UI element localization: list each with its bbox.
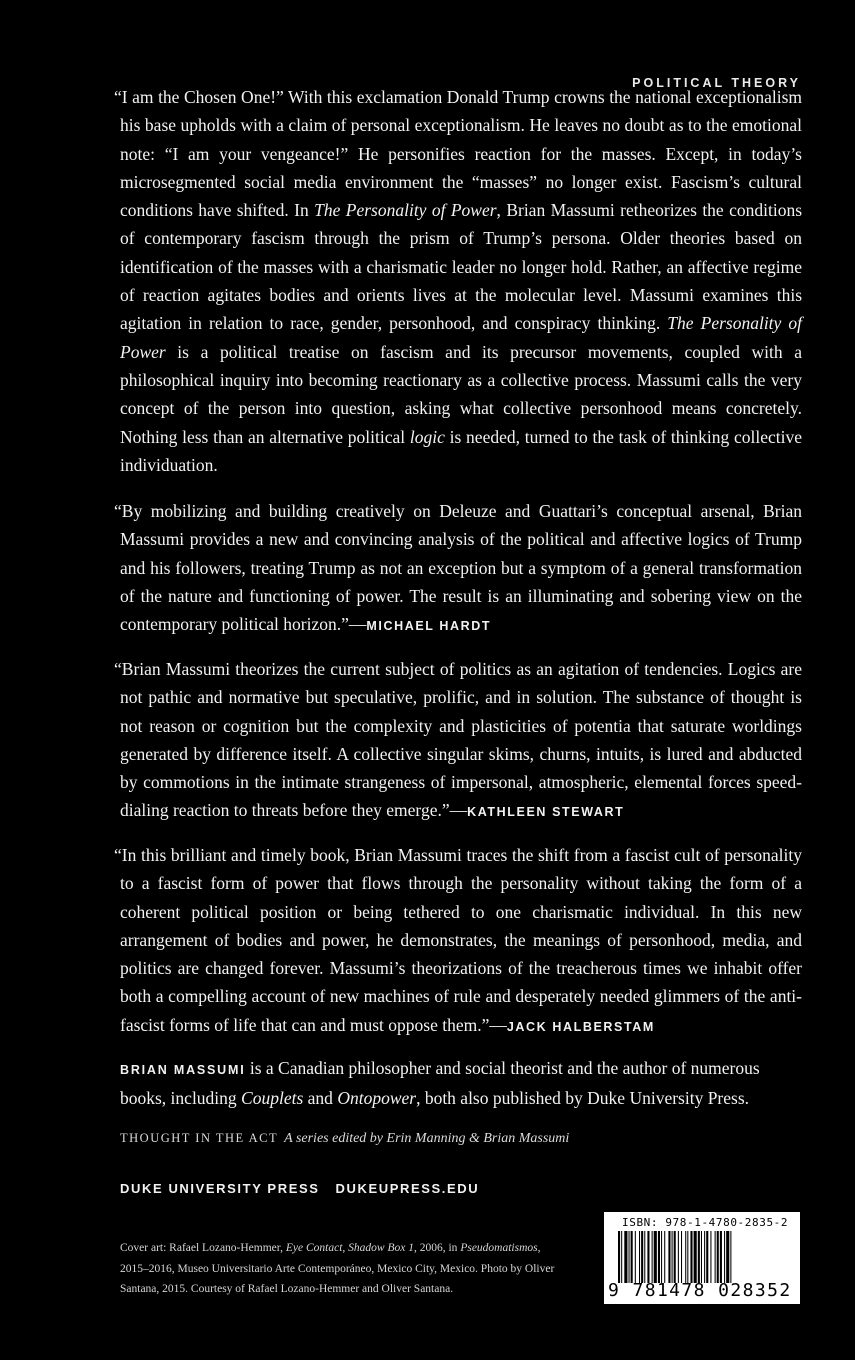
barcode-stripe (647, 1231, 649, 1283)
barcode-stripe (724, 1231, 725, 1283)
barcode-stripe (726, 1231, 729, 1283)
barcode-stripe (639, 1231, 640, 1283)
isbn-barcode (604, 1212, 800, 1304)
book-title: Couplets (241, 1088, 304, 1109)
barcode-stripe (672, 1231, 673, 1283)
barcode-stripe (715, 1231, 716, 1283)
book-title: Ontopower (337, 1088, 417, 1109)
endorsement-quote (114, 497, 802, 640)
publisher-name: DUKE UNIVERSITY PRESS (120, 1181, 320, 1196)
description-text-2: , Brian Massumi retheorizes the conditions of contemporary fascism through the prism of Trump’s persona. Older theories based on identification of the masses with a charismatic leader no longer hold. Rather, an affective regime of reaction agitates bodies and orients lives at the molecular level. Massumi examines this agitation in relation to race, gender, personhood, and conspiracy thinking. (120, 200, 803, 334)
publisher-line (120, 1181, 495, 1196)
artwork-title: Pseudomatismos (460, 1242, 538, 1254)
author-name: BRIAN MASSUMI (120, 1063, 246, 1077)
cover-art-credit (120, 1238, 560, 1300)
book-description (114, 83, 803, 479)
barcode-stripe (629, 1231, 630, 1283)
artwork-title: Eye Contact, Shadow Box 1 (285, 1242, 414, 1254)
barcode-stripe (701, 1231, 702, 1283)
barcode-stripe (658, 1231, 660, 1283)
endorsement-quote (114, 655, 802, 827)
endorsement-quote (114, 841, 802, 1041)
barcode-digits: 9 781478 028352 (608, 1280, 792, 1301)
credit-text-2: , 2006, in (413, 1242, 461, 1254)
barcode-stripe (618, 1231, 620, 1283)
barcode-stripe (668, 1231, 670, 1283)
barcode-stripe (631, 1231, 633, 1283)
quote-author: KATHLEEN STEWART (467, 805, 625, 820)
credit-text-3: , 2015–2016, Museo Universitario Arte Contemporáneo, Mexico City, Mexico. Photo by Oliver Santana, 2015. Courtesy of Rafael Lozano-Hemmer and Oliver Santana. (120, 1242, 555, 1295)
barcode-stripe (681, 1231, 682, 1283)
barcode-stripe (706, 1231, 708, 1283)
description-text-4: is needed, turned to the task of thinking collective individuation. (120, 426, 803, 475)
barcode-stripe (720, 1231, 722, 1283)
bio-text-1: is a Canadian philosopher and social theorist and the author of numerous books, including (120, 1058, 760, 1109)
barcode-stripe (690, 1231, 692, 1283)
barcode-stripe (685, 1231, 686, 1283)
logic-emphasis: logic (409, 426, 445, 447)
book-title: The Personality of Power (314, 200, 497, 221)
bio-text-2: and (303, 1088, 338, 1109)
barcode-bars (616, 1231, 792, 1283)
barcode-stripe (717, 1231, 719, 1283)
barcode-stripe (678, 1231, 679, 1283)
barcode-stripe (698, 1231, 700, 1283)
series-description: A series edited by Erin Manning & Brian Massumi (284, 1131, 570, 1146)
quote-text: “In this brilliant and timely book, Brian Massumi traces the shift from a fascist cult of personality to a fascist form of power that flows through the personality without taking the form of a coherent political position or being tethered to one charismatic individual. In this new arrangement of bodies and power, he demonstrates, the meanings of personhood, media, and politics are changed forever. Massumi’s theorizations of the treacherous times we inhabit offer both a compelling account of new machines of rule and desperately needed glimmers of the anti-fascist forms of life that can and must oppose them.”— (114, 845, 802, 1035)
barcode-stripe (661, 1231, 662, 1283)
barcode-stripe (687, 1231, 688, 1283)
credit-text-1: Cover art: Rafael Lozano-Hemmer, (120, 1242, 286, 1254)
quote-text: “Brian Massumi theorizes the current subject of politics as an agitation of tendencies. Logics are not pathic and normative but speculative, prolific, and in solution. The substance of thought is not reason or cognition but the complexity and plasticities of potentia that saturate worldings generated by difference itself. A collective singular skims, churns, intuits, is lured and abducted by commotions in the intimate strangeness of impersonal, atmospheric, elemental forces speed-dialing reaction to threats before they emerge.”— (114, 659, 802, 821)
barcode-stripe (704, 1231, 705, 1283)
barcode-stripe (624, 1231, 627, 1283)
description-text-1: “I am the Chosen One!” With this exclamation Donald Trump crowns the national exceptionalism his base upholds with a claim of personal exceptionalism. He leaves no doubt as to the emotional note: “I am your vengeance!” He personifies reaction for the masses. Except, in today’s microsegmented social media environment the “masses” no longer exist. Fascism’s cultural conditions have shifted. In (114, 87, 802, 221)
book-title: The Personality of Power (120, 313, 802, 362)
series-name: THOUGHT IN THE ACT (120, 1131, 279, 1145)
barcode-stripe (664, 1231, 665, 1283)
barcode-stripe (621, 1231, 622, 1283)
author-bio (120, 1054, 802, 1113)
barcode-stripe (730, 1231, 731, 1283)
series-line (120, 1131, 569, 1147)
barcode-stripe (654, 1231, 657, 1283)
barcode-stripe (635, 1231, 636, 1283)
barcode-stripe (641, 1231, 643, 1283)
barcode-stripe (710, 1231, 711, 1283)
category-label: POLITICAL THEORY (632, 76, 801, 90)
isbn-label: ISBN: 978-1-4780-2835-2 (622, 1216, 789, 1229)
bio-text-3: , both also published by Duke University Press. (416, 1088, 750, 1109)
quote-text: “By mobilizing and building creatively on Deleuze and Guattari’s conceptual arsenal, Brian Massumi provides a new and convincing analysis of the political and affective logics of Trump and his followers, treating Trump as not an exception but a symptom of a general transformation of the nature and functioning of power. The result is an illuminating and sobering view on the contemporary political horizon.”— (114, 501, 802, 635)
barcode-stripe (644, 1231, 645, 1283)
quote-author: JACK HALBERSTAM (506, 1019, 655, 1034)
publisher-website: DUKEUPRESS.EDU (335, 1181, 480, 1196)
barcode-stripe (674, 1231, 676, 1283)
barcode-stripe (694, 1231, 697, 1283)
barcode-stripe (652, 1231, 653, 1283)
description-text-3: is a political treatise on fascism and its precursor movements, coupled with a philosophical inquiry into becoming reactionary as a collective process. Massumi calls the very concept of the person into question, asking what collective personhood means concretely. Nothing less than an alternative political (120, 341, 802, 447)
quote-author: MICHAEL HARDT (366, 619, 492, 634)
